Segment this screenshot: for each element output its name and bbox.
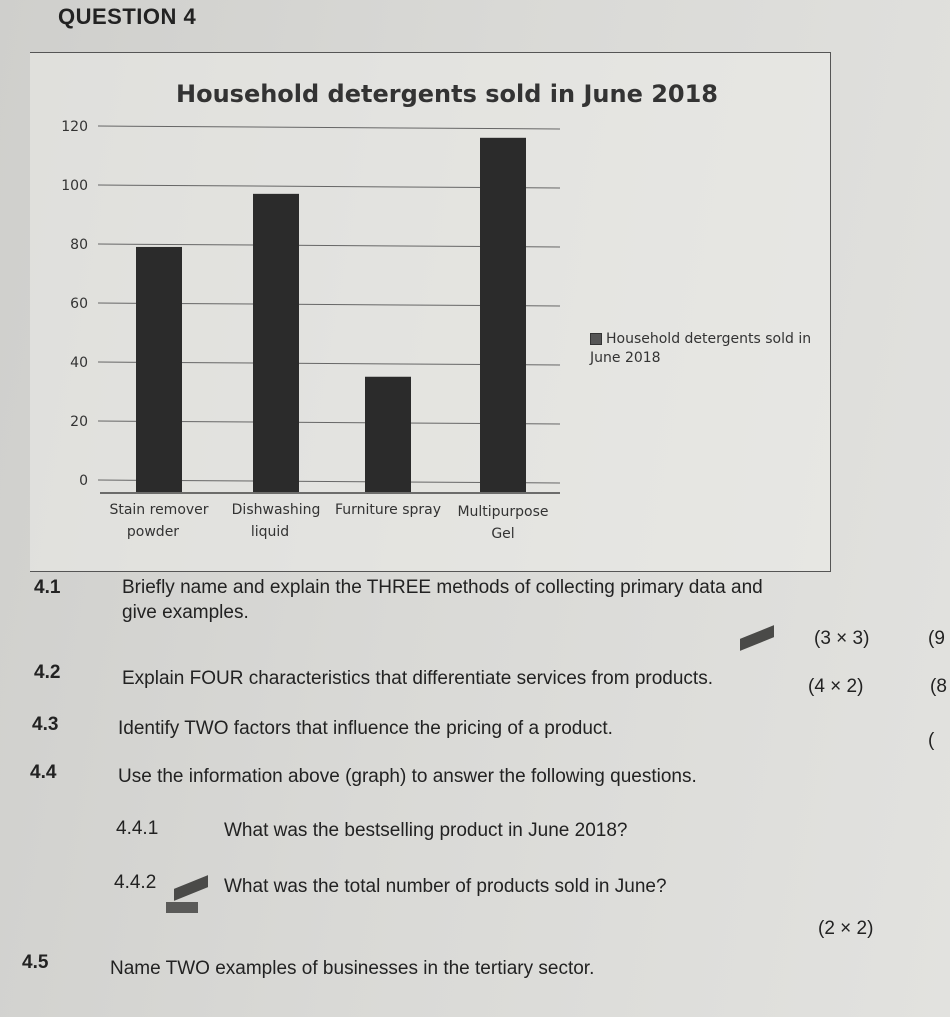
question-text-line: give examples.	[122, 602, 249, 623]
sub-question-number: 4.4.2	[114, 872, 157, 893]
y-tick-label: 60	[70, 296, 88, 312]
question-number: 4.1	[34, 577, 61, 598]
total-marks-bracket: (9	[928, 628, 945, 649]
question-number: 4.2	[34, 662, 61, 683]
y-tick-label: 80	[70, 237, 88, 253]
question-text-line: Identify TWO factors that influence the pricing of a product.	[118, 718, 613, 739]
x-tick-label: Gel	[491, 526, 515, 542]
ink-mark	[740, 625, 774, 651]
marks-allocation: (3 × 3)	[814, 628, 870, 649]
question-number: 4.3	[32, 714, 59, 735]
question-number: 4.4	[30, 762, 57, 783]
chart-legend	[590, 330, 830, 368]
y-tick-label: 120	[61, 119, 88, 135]
question-number: 4.5	[22, 952, 49, 973]
legend-swatch	[590, 333, 602, 345]
question-text-line: Name TWO examples of businesses in the tertiary sector.	[110, 958, 595, 979]
ink-mark	[166, 902, 198, 913]
legend-label: Household detergents sold in June 2018	[590, 331, 812, 366]
question-text-line: Explain FOUR characteristics that differentiate services from products.	[122, 668, 713, 689]
x-tick-label: powder	[126, 524, 180, 540]
x-tick-label: liquid	[250, 524, 290, 540]
bar	[480, 138, 526, 492]
sub-question-number: 4.4.1	[116, 818, 159, 839]
x-tick-label: Stain remover	[109, 502, 209, 518]
x-tick-label: Furniture spray	[334, 502, 442, 518]
question-text-line: What was the total number of products sold in June?	[224, 876, 667, 897]
y-tick-label: 40	[70, 355, 88, 371]
y-tick-labels	[61, 119, 88, 489]
x-tick-label: Dishwashing	[231, 502, 321, 518]
question-text-line: What was the bestselling product in June 2018?	[224, 820, 628, 841]
bar	[253, 194, 299, 492]
bars	[136, 138, 526, 492]
total-marks-bracket: (8	[930, 676, 947, 697]
y-tick-label: 20	[70, 414, 88, 430]
x-tick-labels	[109, 502, 548, 542]
marks-allocation: (4 × 2)	[808, 676, 864, 697]
ink-mark	[174, 875, 208, 901]
y-tick-label: 100	[61, 178, 88, 194]
chart-title: Household detergents sold in June 2018	[176, 80, 718, 108]
bar	[136, 247, 182, 492]
y-tick-label: 0	[79, 473, 88, 489]
bar	[365, 377, 411, 492]
x-tick-label: Multipurpose	[457, 504, 549, 520]
total-marks-bracket: (	[928, 730, 935, 751]
gridline	[98, 126, 560, 129]
question-text-line: Use the information above (graph) to answer the following questions.	[118, 766, 697, 787]
marks-allocation: (2 × 2)	[818, 918, 874, 939]
question-text-line: Briefly name and explain the THREE methods of collecting primary data and	[122, 577, 763, 598]
question-heading: QUESTION 4	[58, 4, 197, 29]
